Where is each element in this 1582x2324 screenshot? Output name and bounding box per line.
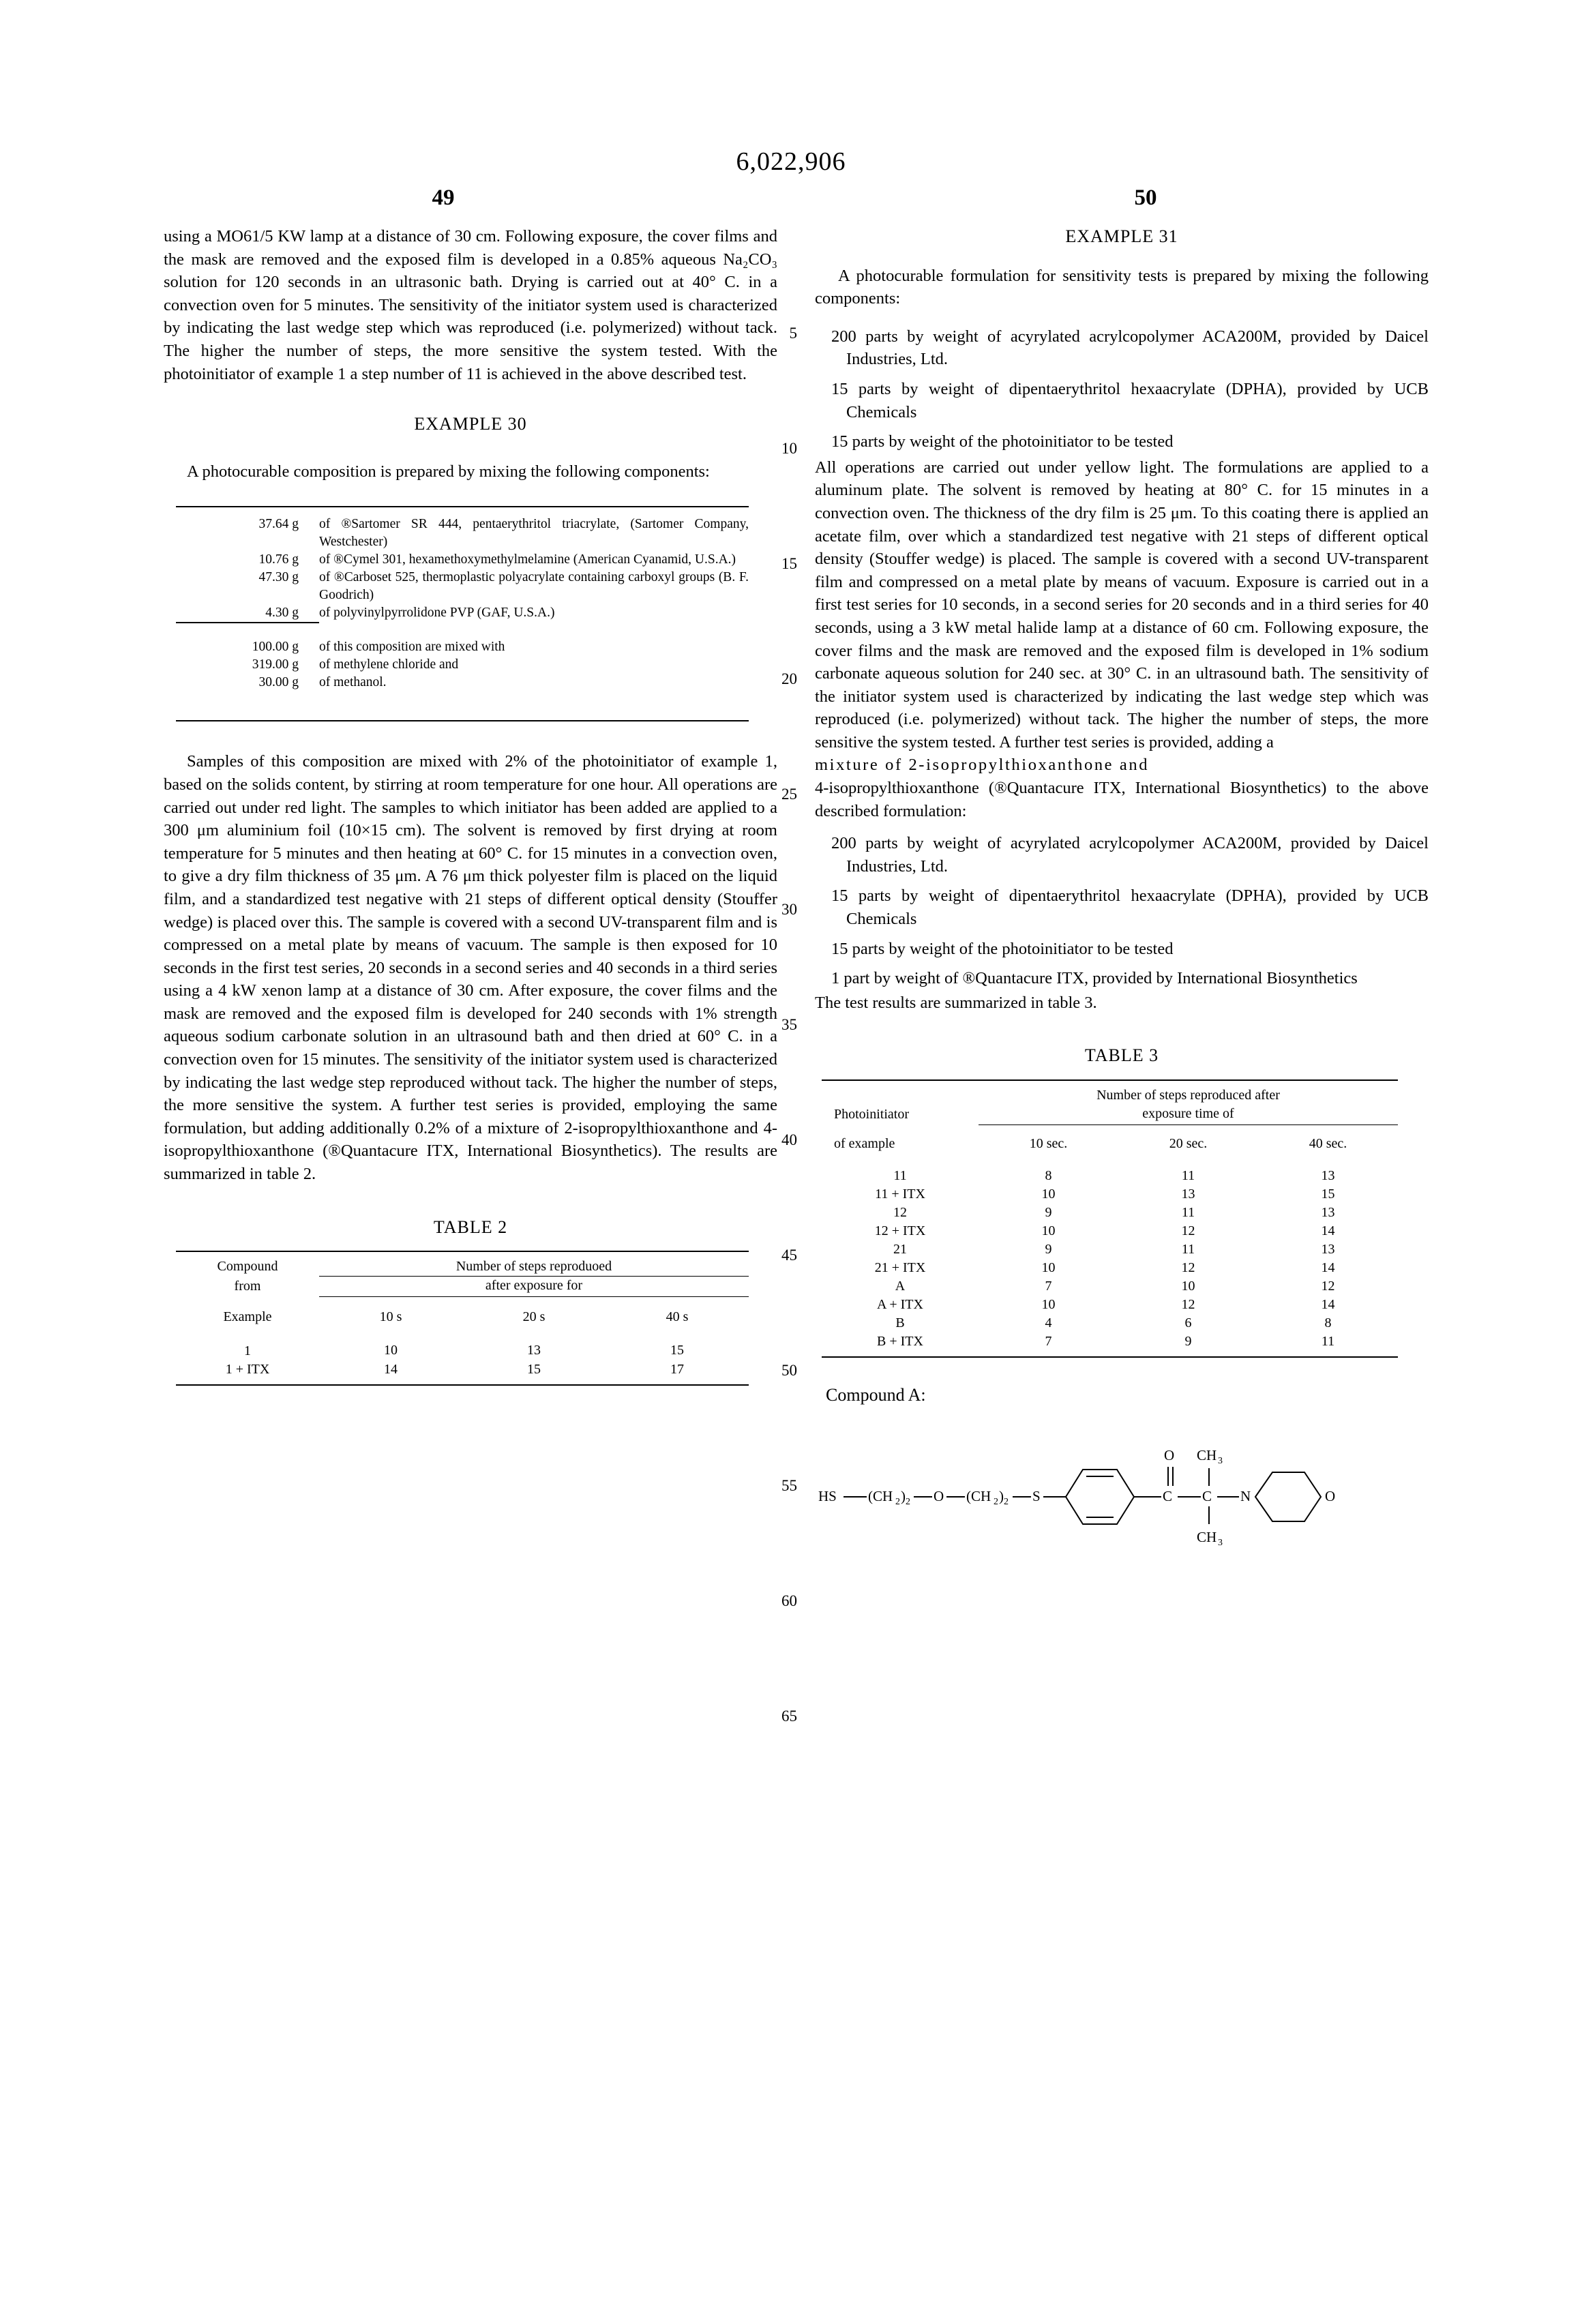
table3-cell: 11 + ITX [875, 1187, 925, 1202]
paragraph-example31-procedure-b: 4-isopropylthioxanthone (®Quantacure ITX, International Biosynthetics) to the above described formulation: [815, 779, 1429, 820]
total-amount: 30.00 g [258, 675, 299, 690]
table-header-row [822, 1086, 1398, 1105]
line-number: 60 [781, 1592, 797, 1609]
line-number: 5 [789, 325, 797, 342]
label-morpholine-o: O [1325, 1487, 1336, 1504]
svg-text:2: 2 [1004, 1496, 1009, 1507]
table2-cell: 1 + ITX [225, 1361, 270, 1377]
table3-cell: 14 [1321, 1297, 1335, 1312]
total-amount: 319.00 g [252, 657, 299, 672]
table-row [176, 656, 749, 674]
table3-cell: 7 [1045, 1279, 1052, 1294]
component-item: 15 parts by weight of dipentaerythritol hexaacrylate (DPHA), provided by UCB Chemicals [831, 379, 1429, 421]
table3-cell: 21 [893, 1242, 907, 1257]
composition-totals-table [176, 638, 749, 691]
line-number: 15 [781, 555, 797, 572]
line-number: 25 [781, 786, 797, 803]
table2-subheader-40s: 40 s [666, 1309, 689, 1325]
table3-cell: 15 [1321, 1187, 1335, 1202]
label-c1: C [1163, 1487, 1173, 1504]
component-item: 15 parts by weight of the photoinitiator to be tested [831, 432, 1174, 451]
table-header-row [176, 1257, 749, 1277]
label-ch2-1: (CH [868, 1487, 893, 1504]
table-row [822, 1185, 1398, 1204]
right-column [815, 225, 1429, 1556]
table3-cell: 10 [1181, 1279, 1195, 1294]
table-row [822, 1332, 1398, 1351]
table3-cell: 8 [1324, 1315, 1332, 1330]
table2 [176, 1257, 749, 1379]
line-number: 50 [781, 1362, 797, 1379]
svg-text:2: 2 [906, 1496, 910, 1507]
total-amount: 100.00 g [252, 640, 299, 655]
table2-header-from: from [234, 1279, 261, 1294]
label-o-ether: O [934, 1487, 944, 1504]
label-ch2-2: (CH [966, 1487, 991, 1504]
table-header-row [822, 1105, 1398, 1125]
composition-amount: 37.64 g [258, 517, 299, 532]
composition-table-wrapper [164, 483, 777, 721]
table3-cell: A [895, 1279, 906, 1294]
paragraph-test-results: The test results are summarized in table 3. [815, 993, 1097, 1012]
paragraph-example30-procedure: Samples of this composition are mixed with 2% of the photoinitiator of example 1, based on the solids content, by stirring at room temperature for one hour. All operations are carried out under red light. The samples to which initiator has been added are applied to a 300 μm aluminium foil (10×15 cm). The solvent is removed by first drying at room temperature for 5 minutes and then heating at 60° C. for 15 minutes in a convection oven, to give a dry film thickness of 35 μm. A 76 μm thick polyester film is placed on the liquid film, and a standardized test negative with 21 steps of different optical density (Stouffer wedge) is placed over this. The sample is covered with a second UV-transparent film and is compressed on a metal plate by means of vacuum. The sample is then exposed for 10 seconds in the first test series, 20 seconds in a second series and 40 seconds in a third series using a 4 kW xenon lamp at a distance of 30 cm. After exposure, the cover films and the mask are removed and the exposed film is developed for 240 seconds with 1% strength aqueous sodium carbonate solution in an ultrasound bath and then dried at 60° C. in a convection oven for 15 minutes. The sensitivity of the initiator system used is characterized by indicating the last wedge step reproduced without tack. The higher the number of steps, the more sensitive the system. A further test series is provided, employing the same formulation, but adding additionally 0.2% of a mixture of 2-isopropylthioxanthone and 4-isopropylthioxanthone (®Quantacure ITX, International Biosynthetics). The results are summarized in table 2. [164, 752, 777, 1184]
table-row [822, 1153, 1398, 1185]
table3-cell: 13 [1321, 1168, 1335, 1183]
column-number-left: 49 [432, 185, 455, 210]
table2-cell: 13 [527, 1343, 541, 1358]
line-number: 45 [781, 1247, 797, 1264]
table-row [176, 1360, 749, 1379]
svg-text:3: 3 [1218, 1537, 1223, 1548]
table3-cell: 9 [1045, 1205, 1052, 1220]
table3-caption: TABLE 3 [1084, 1045, 1159, 1066]
chemical-structure-compound-a [815, 1427, 1429, 1557]
table3-header-span2: exposure time of [979, 1105, 1398, 1125]
line-number: 10 [781, 440, 797, 457]
table2-cell: 15 [527, 1361, 541, 1377]
table-header-row [176, 1277, 749, 1297]
composition-description: of ®Cymel 301, hexamethoxymethylmelamine (American Cyanamid, U.S.A.) [319, 552, 736, 567]
paragraph-intro: using a MO61/5 KW lamp at a distance of 30 cm. Following exposure, the cover films and the mask are removed and the exposed film is developed in a 0.85% aqueous Na₂CO₃ solution for 120 seconds in an ultrasonic bath. Drying is carried out at 40° C. in a convection oven for 5 minutes. The sensitivity of the initiator system used is characterized by indicating the last wedge step which was reproduced (i.e. polymerized) without tack. The higher the number of steps, the more sensitive the system tested. With the photoinitiator of example 1 a step number of 11 is achieved in the above described test. [164, 227, 777, 383]
table2-cell: 17 [670, 1361, 684, 1377]
component-item: 15 parts by weight of dipentaerythritol hexaacrylate (DPHA), provided by UCB Chemicals [831, 887, 1429, 929]
table-row [822, 1222, 1398, 1240]
table3-cell: 9 [1045, 1242, 1052, 1257]
composition-table [176, 516, 749, 623]
paragraph-example31-procedure-a: All operations are carried out under yellow light. The formulations are applied to a aluminum plate. The solvent is removed by heating at 80° C. for 15 minutes in a convection oven. The thickness of the dry film is 25 μm. To this coating there is applied an acetate film, over which a standardized test negative with 21 steps of different optical density (Stouffer wedge) is placed. The sample is covered with a second UV-transparent film and compressed on a metal plate by means of vacuum. Exposure is carried out in a first test series for 10 seconds, in a second series for 20 seconds and in a third series for 40 seconds, using a 3 kW metal halide lamp at a distance of 60 cm. Following exposure, the cover films and the mask are removed and the exposed film is developed in 1% sodium carbonate aqueous solution for 240 sec. at 30° C. in an ultrasound bath. The sensitivity of the initiator system used is characterized by indicating the last wedge step which was reproduced (i.e. polymerized) without tack. The higher the number of steps, the more sensitive the system tested. A further test series is provided, adding a [815, 458, 1429, 751]
table3-header-col1: Photoinitiator [834, 1107, 909, 1122]
table3-cell: 12 [1181, 1223, 1195, 1238]
composition-description: of ®Carboset 525, thermoplastic polyacrylate containing carboxyl groups (B. F. Goodrich) [319, 570, 749, 603]
composition-amount: 4.30 g [176, 604, 319, 623]
table3 [822, 1086, 1398, 1351]
total-description: of methanol. [319, 675, 387, 690]
table-row [822, 1204, 1398, 1222]
svg-text:): ) [999, 1487, 1004, 1504]
label-s: S [1032, 1487, 1041, 1504]
table2-cell: 14 [384, 1361, 398, 1377]
table-row [822, 1296, 1398, 1314]
table3-cell: 11 [893, 1168, 907, 1183]
paragraph-example30-intro: A photocurable composition is prepared by mixing the following components: [187, 462, 710, 481]
table3-subheader-10sec: 10 sec. [1029, 1136, 1068, 1151]
table-row [822, 1259, 1398, 1277]
label-carbonyl-o: O [1164, 1446, 1175, 1463]
table3-cell: 8 [1045, 1168, 1052, 1183]
table-row [822, 1314, 1398, 1332]
table3-subheader-40sec: 40 sec. [1309, 1136, 1347, 1151]
paragraph-example31-intro: A photocurable formulation for sensitivity tests is prepared by mixing the following components: [815, 266, 1429, 308]
component-item: 200 parts by weight of acyrylated acrylcopolymer ACA200M, provided by Daicel Industries, Ltd. [831, 327, 1429, 369]
composition-description: of ®Sartomer SR 444, pentaerythritol triacrylate, (Sartomer Company, Westchester) [319, 517, 749, 550]
table-subheader-row [822, 1125, 1398, 1154]
table2-header-span2: after exposure for [319, 1277, 749, 1297]
example-30-heading: EXAMPLE 30 [414, 414, 527, 434]
table-subheader-row [176, 1297, 749, 1327]
table3-wrapper [822, 1079, 1429, 1358]
table3-cell: 12 [1181, 1297, 1195, 1312]
table3-cell: 11 [1181, 1242, 1195, 1257]
table3-cell: 11 [1181, 1168, 1195, 1183]
table3-cell: 10 [1041, 1297, 1056, 1312]
composition-amount: 10.76 g [258, 552, 299, 567]
table2-cell: 1 [176, 1326, 319, 1360]
table3-cell: 11 [1181, 1205, 1195, 1220]
composition-description: of polyvinylpyrrolidone PVP (GAF, U.S.A.) [319, 606, 555, 621]
table3-cell: 14 [1321, 1260, 1335, 1275]
table-row [176, 1326, 749, 1360]
table-row [176, 551, 749, 569]
table2-cell: 10 [384, 1343, 398, 1358]
table3-header-span: Number of steps reproduced after [1096, 1088, 1280, 1103]
label-ch3-bottom: CH [1197, 1528, 1217, 1545]
table3-cell: 12 [893, 1205, 907, 1220]
table3-cell: 14 [1321, 1223, 1335, 1238]
left-column [164, 225, 777, 1386]
table2-header-compound: Compound [217, 1259, 278, 1275]
table3-cell: 12 [1321, 1279, 1335, 1294]
table-row [176, 516, 749, 551]
table3-cell: 21 + ITX [874, 1260, 926, 1275]
table2-subheader-20s: 20 s [522, 1309, 546, 1325]
table3-subheader-ofexample: of example [834, 1135, 895, 1151]
svg-text:2: 2 [994, 1496, 998, 1507]
total-description: of methylene chloride and [319, 657, 459, 672]
component-item: 15 parts by weight of the photoinitiator to be tested [831, 939, 1174, 958]
table3-cell: 13 [1181, 1187, 1195, 1202]
table3-cell: 10 [1041, 1223, 1056, 1238]
table2-subheader-10s: 10 s [379, 1309, 402, 1325]
table2-wrapper [176, 1251, 777, 1386]
label-n: N [1240, 1487, 1251, 1504]
table2-subheader-example: Example [223, 1309, 272, 1324]
table-row [822, 1277, 1398, 1296]
table3-cell: 7 [1045, 1334, 1052, 1349]
svg-text:): ) [901, 1487, 906, 1504]
svg-text:2: 2 [895, 1496, 900, 1507]
column-number-right: 50 [1134, 185, 1157, 210]
table3-cell: 13 [1321, 1242, 1335, 1257]
label-hs: HS [818, 1487, 837, 1504]
compound-a-svg [815, 1427, 1415, 1550]
line-number: 35 [781, 1016, 797, 1033]
table2-caption: TABLE 2 [433, 1217, 508, 1237]
table3-cell: 10 [1041, 1187, 1056, 1202]
component-item: 200 parts by weight of acyrylated acrylcopolymer ACA200M, provided by Daicel Industries, Ltd. [831, 834, 1429, 876]
table3-cell: 12 [1181, 1260, 1195, 1275]
line-number: 20 [781, 670, 797, 687]
table-row [176, 569, 749, 604]
component-item: 1 part by weight of ®Quantacure ITX, provided by International Biosynthetics [831, 969, 1358, 988]
table-row [176, 638, 749, 656]
line-number: 55 [781, 1477, 797, 1494]
line-number: 40 [781, 1131, 797, 1148]
svg-text:3: 3 [1218, 1455, 1223, 1466]
paragraph-example31-procedure-spaced: mixture of 2-isopropylthioxanthone and [815, 756, 1150, 775]
table3-cell: B + ITX [877, 1334, 923, 1349]
table-row [176, 674, 749, 691]
label-ch3-top: CH [1197, 1446, 1217, 1463]
label-c2: C [1202, 1487, 1212, 1504]
table-row [822, 1240, 1398, 1259]
table3-cell: 12 + ITX [874, 1223, 926, 1238]
table2-header-span: Number of steps reproduoed [319, 1257, 749, 1277]
table3-cell: A + ITX [877, 1297, 923, 1312]
compound-a-label: Compound A: [826, 1385, 926, 1405]
total-description: of this composition are mixed with [319, 640, 505, 655]
table3-cell: 6 [1184, 1315, 1192, 1330]
table3-header-photoinitiator [822, 1086, 979, 1105]
table3-cell: 13 [1321, 1205, 1335, 1220]
table3-subheader-20sec: 20 sec. [1169, 1136, 1208, 1151]
table3-cell: B [895, 1315, 905, 1330]
table3-cell: 11 [1321, 1334, 1335, 1349]
example-31-heading: EXAMPLE 31 [1065, 226, 1178, 246]
table2-cell: 15 [670, 1343, 684, 1358]
composition-amount: 47.30 g [258, 570, 299, 585]
table3-cell: 4 [1045, 1315, 1052, 1330]
patent-number: 6,022,906 [736, 147, 846, 176]
table3-cell: 9 [1184, 1334, 1192, 1349]
table-row [176, 604, 749, 623]
line-number: 30 [781, 901, 797, 918]
line-number: 65 [781, 1708, 797, 1725]
table3-cell: 10 [1041, 1260, 1056, 1275]
